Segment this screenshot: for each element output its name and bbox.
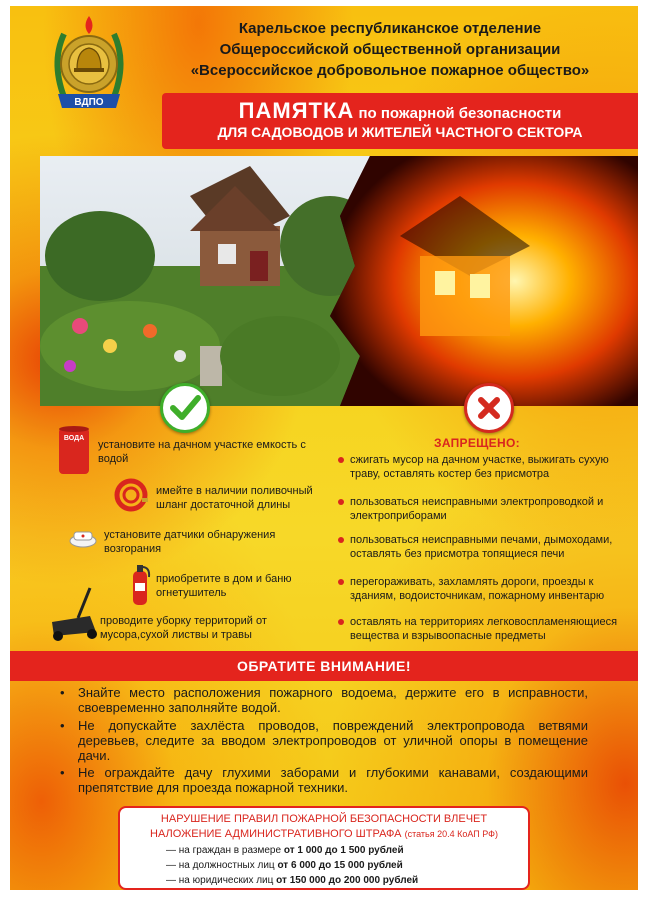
forbidden-item-text: пользоваться неисправными печами, дымоходами, оставлять без присмотра топящиеся печи (350, 534, 613, 560)
recommended-item: проводите уборку территорий от мусора,сухой листвы и травы (100, 615, 267, 641)
forbidden-item-text: сжигать мусор на дачном участке, выжигать сухую траву, оставлять костер без присмотра (350, 454, 609, 480)
org-line: «Всероссийское добровольное пожарное общество» (190, 62, 590, 79)
house-photo (40, 156, 638, 406)
fine-row-amount: от 6 000 до 15 000 рублей (277, 860, 403, 871)
vdpo-emblem (44, 14, 134, 124)
hose-icon (114, 478, 148, 517)
recommended-item: имейте в наличии поливочный шланг достаточной длины (156, 485, 313, 511)
attention-item-text: Знайте место расположения пожарного водоема, держите его в исправности, своевременно заполняйте водой. (78, 685, 588, 715)
fine-row-label: — на должностных лиц (166, 860, 275, 871)
lawn-mower-icon (46, 586, 106, 647)
fine-row-amount: от 1 000 до 1 500 рублей (283, 845, 404, 856)
org-line: Карельское республиканское отделение (238, 20, 542, 37)
forbidden-title: ЗАПРЕЩЕНО: (434, 436, 520, 450)
bullet-dot (338, 537, 344, 543)
forbidden-item-text: перегораживать, захламлять дороги, проезды к зданиям, водоисточникам, пожарному инвентарю (350, 576, 605, 602)
fine-row-amount: от 150 000 до 200 000 рублей (276, 875, 419, 886)
checkmark-icon (163, 386, 207, 430)
title-rest: по пожарной безопасности (358, 105, 562, 122)
recommended-item: установите на дачном участке емкость с водой (98, 439, 306, 465)
title-line-2: ДЛЯ САДОВОДОВ И ЖИТЕЛЕЙ ЧАСТНОГО СЕКТОРА (217, 124, 583, 140)
forbidden-item-text: пользоваться неисправными электропроводкой и электроприборами (350, 496, 604, 522)
bullet-dot (338, 579, 344, 585)
burning-house-scene (330, 156, 638, 406)
fine-law-reference: (статья 20.4 КоАП РФ) (404, 829, 498, 839)
bullet-dot (338, 499, 344, 505)
forbidden-item (338, 495, 638, 523)
fine-row-label: — на юридических лиц (166, 875, 274, 886)
bullet-dot (338, 457, 344, 463)
attention-item (58, 685, 588, 715)
emblem-label: ВДПО (74, 97, 104, 108)
torch-icon (86, 16, 93, 34)
fine-row-label: — на граждан в размере (166, 845, 282, 856)
org-line: Общероссийской общественной организации (219, 41, 561, 58)
forbidden-item-text: оставлять на территориях легковоспламеняющиеся вещества и взрывоопасные предметы (350, 616, 618, 642)
garden-scene (40, 156, 380, 406)
attention-band (10, 651, 638, 681)
recommended-item: установите датчики обнаружения возгорания (104, 529, 276, 555)
bullet: • (60, 685, 65, 700)
attention-item (58, 765, 588, 795)
fine-row (166, 860, 403, 871)
forbidden-item (338, 533, 638, 561)
attention-title: ОБРАТИТЕ ВНИМАНИЕ! (236, 658, 412, 674)
fine-box (118, 806, 530, 890)
allowed-badge (160, 383, 210, 433)
fine-row (166, 845, 404, 856)
fine-heading-2 (120, 828, 528, 840)
attention-item (58, 718, 588, 763)
forbidden-item (338, 615, 638, 643)
title-band (162, 93, 638, 149)
attention-item-text: Не допускайте захлёста проводов, повреждений электропровода ветвями деревьев, следите за вводом электропроводов от уличной опоры в помещение дачи. (78, 718, 588, 763)
forbidden-badge (464, 383, 514, 433)
water-barrel-icon (58, 426, 90, 481)
cross-icon (467, 386, 511, 430)
organization-name (150, 18, 630, 81)
bullet: • (60, 765, 65, 780)
attention-item-text: Не ограждайте дачу глухими заборами и глубокими канавами, создающими препятствие для проезда пожарной техники. (78, 765, 588, 795)
fine-heading-2-text: НАЛОЖЕНИЕ АДМИНИСТРАТИВНОГО ШТРАФА (150, 828, 402, 840)
fine-row (166, 875, 418, 886)
leaflet (10, 6, 638, 890)
smoke-detector-icon (68, 526, 98, 553)
bullet: • (60, 718, 65, 733)
title-line-1 (162, 98, 638, 124)
bullet-dot (338, 619, 344, 625)
fire-extinguisher-icon (128, 561, 152, 612)
title-big: ПАМЯТКА (238, 98, 355, 123)
recommended-item: приобретите в дом и баню огнетушитель (156, 573, 292, 599)
forbidden-item (338, 575, 638, 603)
fine-heading-1: НАРУШЕНИЕ ПРАВИЛ ПОЖАРНОЙ БЕЗОПАСНОСТИ ВЛЕЧЕТ (160, 813, 488, 825)
barrel-label: ВОДА (63, 435, 85, 442)
forbidden-item (338, 453, 638, 481)
